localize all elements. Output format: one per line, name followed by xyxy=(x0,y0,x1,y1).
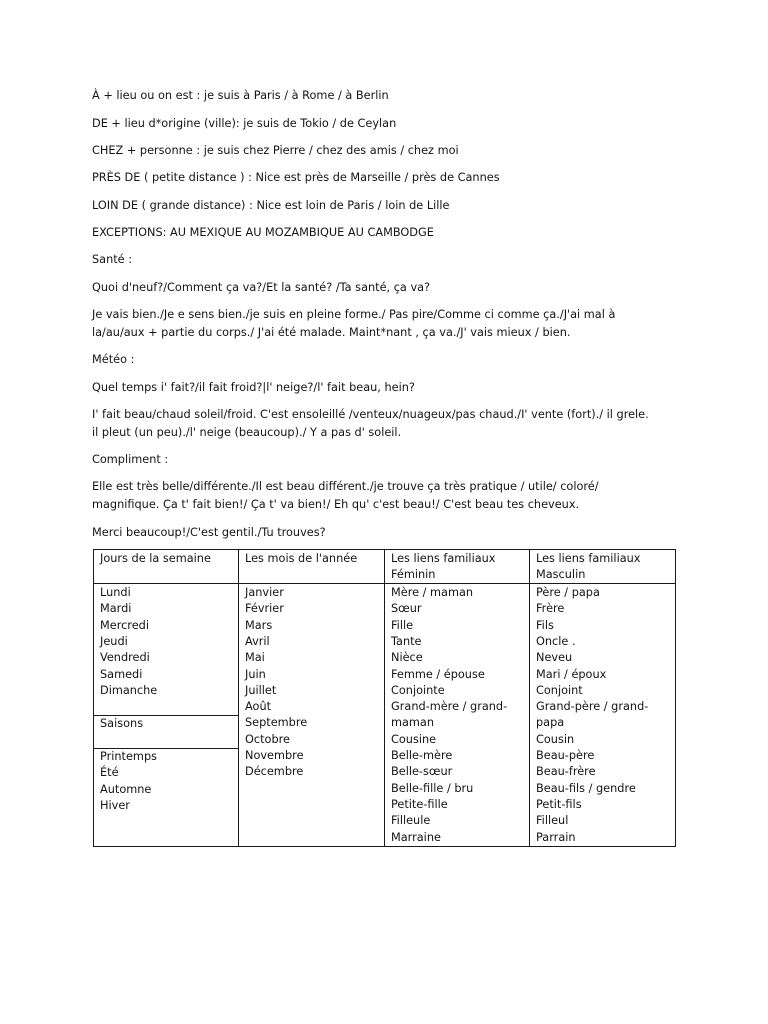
text-line: I' fait beau/chaud soleil/froid. C'est ensoleillé /venteux/nuageux/pas chaud./I' vente (fort)./ il grele. xyxy=(92,408,649,421)
day-item: Lundi xyxy=(100,586,131,599)
month-item: Mai xyxy=(245,651,265,665)
family-feminine-item: Tante xyxy=(391,634,422,648)
table-header-cell: Jours de la semaine xyxy=(100,552,211,565)
text-line: Santé : xyxy=(92,253,133,266)
family-feminine-item: maman xyxy=(391,716,435,730)
family-masculine-item: Grand-père / grand- xyxy=(536,700,649,714)
family-feminine-item: Belle-mère xyxy=(391,749,453,762)
text-line: CHEZ + personne : je suis chez Pierre / chez des amis / chez moi xyxy=(92,144,459,157)
table-header-cell: Les liens familiaux xyxy=(391,552,496,565)
text-line: Météo : xyxy=(92,353,135,366)
season-item: Hiver xyxy=(100,798,130,812)
text-line: Je vais bien./Je e sens bien./je suis en pleine forme./ Pas pire/Comme ci comme ça./J'ai mal à xyxy=(92,308,616,321)
family-masculine-item: Père / papa xyxy=(536,586,600,599)
month-item: Juillet xyxy=(245,683,277,697)
family-feminine-item: Nièce xyxy=(391,651,423,665)
table-header-cell: Les liens familiaux xyxy=(536,552,641,565)
table-header-cell: Féminin xyxy=(391,568,436,582)
text-line: DE + lieu d*origine (ville): je suis de Tokio / de Ceylan xyxy=(92,117,397,130)
text-line: la/au/aux + partie du corps./ J'ai été malade. Maint*nant , ça va./J' vais mieux / bien. xyxy=(92,326,571,339)
text-line: À + lieu ou on est : je suis à Paris / à Rome / à Berlin xyxy=(92,89,389,102)
family-masculine-item: Mari / époux xyxy=(536,667,607,681)
family-feminine-item: Mère / maman xyxy=(391,586,474,599)
seasons-header: Saisons xyxy=(100,717,144,730)
day-item: Samedi xyxy=(100,667,143,681)
table-column-rule xyxy=(384,549,385,847)
text-line: Merci beaucoup!/C'est gentil./Tu trouves? xyxy=(92,526,326,539)
family-feminine-item: Femme / épouse xyxy=(391,667,485,681)
table-header-cell: Les mois de l'année xyxy=(245,552,358,565)
day-item: Dimanche xyxy=(100,683,158,697)
month-item: Juin xyxy=(245,667,266,681)
family-masculine-item: Cousin xyxy=(536,732,575,746)
text-line: EXCEPTIONS: AU MEXIQUE AU MOZAMBIQUE AU CAMBODGE xyxy=(92,226,434,239)
text-line: magnifique. Ça t' fait bien!/ Ça t' va bien!/ Eh qu' c'est beau!/ C'est beau tes cheveux. xyxy=(92,498,580,511)
table-column-rule xyxy=(93,549,94,847)
family-masculine-item: Beau-frère xyxy=(536,765,596,779)
family-feminine-item: Cousine xyxy=(391,732,437,746)
family-feminine-item: Conjointe xyxy=(391,683,445,697)
family-feminine-item: Belle-fille / bru xyxy=(391,781,474,795)
text-line: Elle est très belle/différente./Il est beau différent./je trouve ça très pratique / utile/ coloré/ xyxy=(92,480,599,493)
text-line: Compliment : xyxy=(92,453,169,466)
family-masculine-item: Petit-fils xyxy=(536,797,582,811)
month-item: Décembre xyxy=(245,765,304,779)
season-item: Été xyxy=(100,766,119,780)
month-item: Octobre xyxy=(245,732,290,746)
family-masculine-item: Beau-fils / gendre xyxy=(536,781,636,795)
family-masculine-item: Oncle . xyxy=(536,634,576,648)
day-item: Mercredi xyxy=(100,618,149,632)
family-feminine-item: Filleule xyxy=(391,814,431,828)
day-item: Mardi xyxy=(100,602,132,616)
family-masculine-item: Beau-père xyxy=(536,749,595,762)
family-masculine-item: Neveu xyxy=(536,651,573,665)
season-item: Printemps xyxy=(100,750,157,763)
family-masculine-item: Parrain xyxy=(536,830,576,844)
family-feminine-item: Sœur xyxy=(391,602,422,616)
table-column-rule xyxy=(238,549,239,847)
family-feminine-item: Belle-sœur xyxy=(391,765,453,779)
month-item: Février xyxy=(245,602,284,616)
text-line: LOIN DE ( grande distance) : Nice est loin de Paris / loin de Lille xyxy=(92,199,450,212)
table-column-rule xyxy=(529,549,530,847)
month-item: Septembre xyxy=(245,716,308,730)
family-masculine-item: Frère xyxy=(536,602,565,616)
family-masculine-item: Filleul xyxy=(536,814,569,828)
month-item: Novembre xyxy=(245,749,304,762)
text-line: Quel temps i' fait?/il fait froid?|l' neige?/l' fait beau, hein? xyxy=(92,381,415,394)
text-line: il pleut (un peu)./l' neige (beaucoup)./ Y a pas d' soleil. xyxy=(92,426,402,439)
family-masculine-item: Fils xyxy=(536,618,554,632)
text-line: PRÈS DE ( petite distance ) : Nice est près de Marseille / près de Cannes xyxy=(92,171,500,184)
month-item: Août xyxy=(245,700,272,714)
month-item: Avril xyxy=(245,634,270,648)
family-feminine-item: Grand-mère / grand- xyxy=(391,700,508,714)
family-masculine-item: papa xyxy=(536,716,565,730)
season-item: Automne xyxy=(100,782,152,796)
family-feminine-item: Petite-fille xyxy=(391,797,448,811)
family-feminine-item: Marraine xyxy=(391,830,441,844)
text-line: Quoi d'neuf?/Comment ça va?/Et la santé? /Ta santé, ça va? xyxy=(92,281,431,294)
table-column-rule xyxy=(675,549,676,847)
family-feminine-item: Fille xyxy=(391,618,414,632)
table-header-cell: Masculin xyxy=(536,568,586,582)
day-item: Jeudi xyxy=(100,634,128,648)
month-item: Mars xyxy=(245,618,273,632)
month-item: Janvier xyxy=(245,586,284,599)
family-masculine-item: Conjoint xyxy=(536,683,583,697)
day-item: Vendredi xyxy=(100,651,150,665)
